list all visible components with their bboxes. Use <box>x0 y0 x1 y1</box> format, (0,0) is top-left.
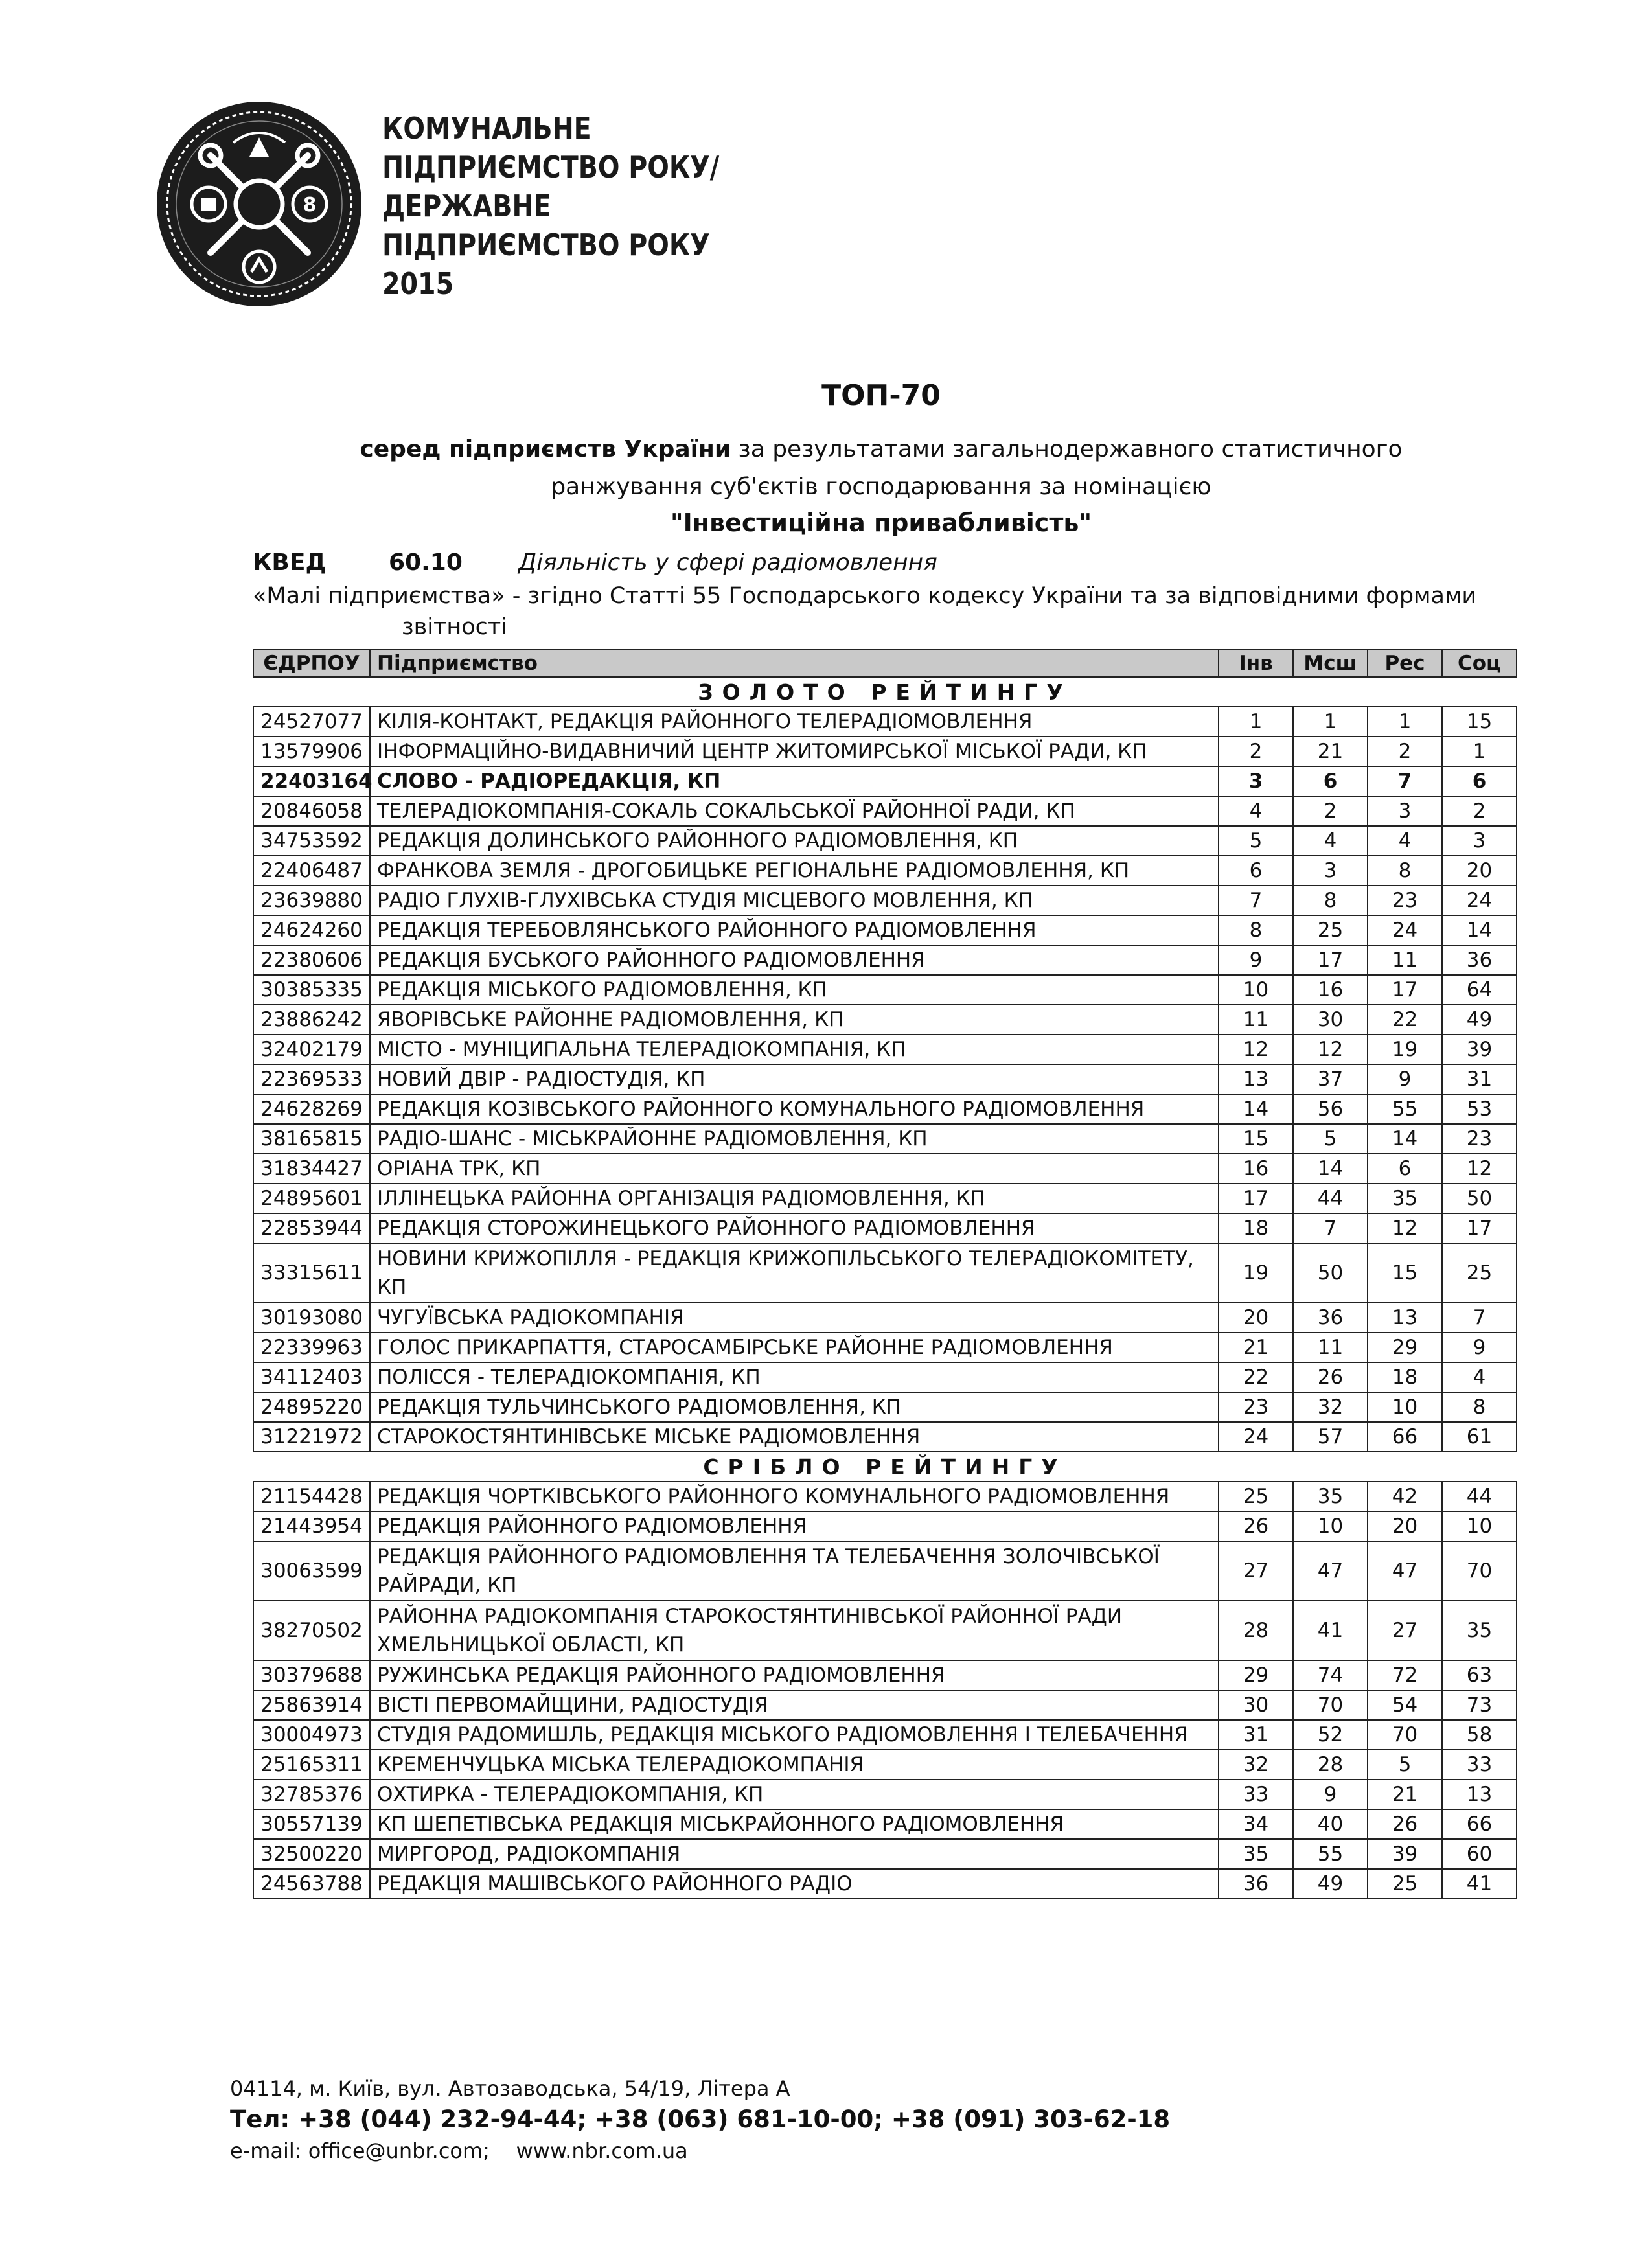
rank-res-cell: 70 <box>1368 1720 1442 1750</box>
rank-res-cell: 23 <box>1368 886 1442 915</box>
small-enterprises-note-cont: звітності <box>402 614 508 640</box>
rank-msh-cell: 40 <box>1293 1809 1368 1839</box>
column-header-name: Підприємство <box>370 650 1219 677</box>
enterprise-name-cell: ЯВОРІВСЬКЕ РАЙОННЕ РАДІОМОВЛЕННЯ, КП <box>370 1005 1219 1035</box>
rank-msh-cell: 1 <box>1293 707 1368 737</box>
rank-res-cell: 47 <box>1368 1541 1442 1601</box>
footer-email[interactable]: e-mail: office@unbr.com; <box>230 2138 490 2163</box>
enterprise-name-cell: СЛОВО - РАДІОРЕДАКЦІЯ, КП <box>370 766 1219 796</box>
rank-inv-cell: 3 <box>1219 766 1293 796</box>
rank-res-cell: 19 <box>1368 1035 1442 1064</box>
table-row <box>253 1392 1517 1422</box>
enterprise-code-cell: 24628269 <box>253 1094 370 1124</box>
rank-inv-cell: 1 <box>1219 707 1293 737</box>
rank-res-cell: 24 <box>1368 915 1442 945</box>
rank-soc-cell: 20 <box>1442 856 1517 886</box>
small-enterprises-note: «Малі підприємства» - згідно Статті 55 Господарського кодексу України та за відповідними формами <box>253 583 1477 609</box>
rank-res-cell: 55 <box>1368 1094 1442 1124</box>
rank-soc-cell: 10 <box>1442 1511 1517 1541</box>
rank-inv-cell: 31 <box>1219 1720 1293 1750</box>
rank-soc-cell: 66 <box>1442 1809 1517 1839</box>
rank-res-cell: 25 <box>1368 1869 1442 1899</box>
rank-res-cell: 17 <box>1368 975 1442 1005</box>
column-header-soc: Соц <box>1442 650 1517 677</box>
rank-soc-cell: 8 <box>1442 1392 1517 1422</box>
rank-msh-cell: 28 <box>1293 1750 1368 1780</box>
rank-soc-cell: 44 <box>1442 1482 1517 1511</box>
enterprise-code-cell: 24624260 <box>253 915 370 945</box>
enterprise-name-cell: РЕДАКЦІЯ ЧОРТКІВСЬКОГО РАЙОННОГО КОМУНАЛЬНОГО РАДІОМОВЛЕННЯ <box>370 1482 1219 1511</box>
enterprise-name-cell: НОВИНИ КРИЖОПІЛЛЯ - РЕДАКЦІЯ КРИЖОПІЛЬСЬКОГО ТЕЛЕРАДІОКОМІТЕТУ, КП <box>370 1243 1219 1303</box>
rank-msh-cell: 49 <box>1293 1869 1368 1899</box>
table-row <box>253 886 1517 915</box>
rank-inv-cell: 7 <box>1219 886 1293 915</box>
enterprise-name-cell: ОРІАНА ТРК, КП <box>370 1154 1219 1184</box>
award-title-line: ПІДПРИЄМСТВО РОКУ/ <box>382 150 720 185</box>
rank-res-cell: 35 <box>1368 1184 1442 1213</box>
enterprise-code-cell: 34753592 <box>253 826 370 856</box>
rank-msh-cell: 12 <box>1293 1035 1368 1064</box>
rank-msh-cell: 7 <box>1293 1213 1368 1243</box>
rank-res-cell: 14 <box>1368 1124 1442 1154</box>
rank-inv-cell: 28 <box>1219 1601 1293 1660</box>
rank-res-cell: 21 <box>1368 1780 1442 1809</box>
rank-msh-cell: 10 <box>1293 1511 1368 1541</box>
rank-soc-cell: 13 <box>1442 1780 1517 1809</box>
enterprise-code-cell: 13579906 <box>253 737 370 766</box>
enterprise-name-cell: ТЕЛЕРАДІОКОМПАНІЯ-СОКАЛЬ СОКАЛЬСЬКОЇ РАЙОННОЇ РАДИ, КП <box>370 796 1219 826</box>
kved-line <box>253 549 937 576</box>
kved-code: 60.10 <box>389 549 463 576</box>
enterprise-code-cell: 22406487 <box>253 856 370 886</box>
rank-res-cell: 11 <box>1368 945 1442 975</box>
table-row <box>253 796 1517 826</box>
table-row <box>253 1243 1517 1303</box>
enterprise-code-cell: 31221972 <box>253 1422 370 1452</box>
table-row <box>253 766 1517 796</box>
rank-inv-cell: 24 <box>1219 1422 1293 1452</box>
rank-inv-cell: 35 <box>1219 1839 1293 1869</box>
rank-soc-cell: 36 <box>1442 945 1517 975</box>
rank-soc-cell: 35 <box>1442 1601 1517 1660</box>
rank-soc-cell: 31 <box>1442 1064 1517 1094</box>
enterprise-code-cell: 22403164 <box>253 766 370 796</box>
footer-address: 04114, м. Київ, вул. Автозаводська, 54/19, Літера А <box>230 2076 790 2101</box>
rank-res-cell: 6 <box>1368 1154 1442 1184</box>
rank-res-cell: 27 <box>1368 1601 1442 1660</box>
enterprise-name-cell: МІСТО - МУНІЦИПАЛЬНА ТЕЛЕРАДІОКОМПАНІЯ, КП <box>370 1035 1219 1064</box>
table-row <box>253 1690 1517 1720</box>
enterprise-name-cell: ВІСТІ ПЕРВОМАЙЩИНИ, РАДІОСТУДІЯ <box>370 1690 1219 1720</box>
enterprise-name-cell: РАЙОННА РАДІОКОМПАНІЯ СТАРОКОСТЯНТИНІВСЬКОЇ РАЙОННОЇ РАДИ ХМЕЛЬНИЦЬКОЇ ОБЛАСТІ, КП <box>370 1601 1219 1660</box>
table-row <box>253 1124 1517 1154</box>
enterprise-code-cell: 32402179 <box>253 1035 370 1064</box>
rank-res-cell: 5 <box>1368 1750 1442 1780</box>
subtitle-bold: серед підприємств України <box>360 436 731 463</box>
enterprise-name-cell: РЕДАКЦІЯ КОЗІВСЬКОГО РАЙОННОГО КОМУНАЛЬНОГО РАДІОМОВЛЕННЯ <box>370 1094 1219 1124</box>
enterprise-code-cell: 22369533 <box>253 1064 370 1094</box>
enterprise-name-cell: ПОЛІССЯ - ТЕЛЕРАДІОКОМПАНІЯ, КП <box>370 1362 1219 1392</box>
table-row <box>253 1035 1517 1064</box>
gold-section-header-label: ЗОЛОТО РЕЙТИНГУ <box>253 677 1517 707</box>
rank-soc-cell: 49 <box>1442 1005 1517 1035</box>
rank-res-cell: 1 <box>1368 707 1442 737</box>
rank-msh-cell: 2 <box>1293 796 1368 826</box>
rank-soc-cell: 58 <box>1442 1720 1517 1750</box>
enterprise-name-cell: ІНФОРМАЦІЙНО-ВИДАВНИЧИЙ ЦЕНТР ЖИТОМИРСЬКОЇ МІСЬКОЇ РАДИ, КП <box>370 737 1219 766</box>
enterprise-code-cell: 30193080 <box>253 1303 370 1333</box>
enterprise-code-cell: 30004973 <box>253 1720 370 1750</box>
table-row <box>253 1750 1517 1780</box>
enterprise-code-cell: 30379688 <box>253 1660 370 1690</box>
rank-inv-cell: 14 <box>1219 1094 1293 1124</box>
award-title-line: ДЕРЖАВНЕ <box>382 189 551 223</box>
enterprise-code-cell: 31834427 <box>253 1154 370 1184</box>
rank-msh-cell: 21 <box>1293 737 1368 766</box>
enterprise-code-cell: 21154428 <box>253 1482 370 1511</box>
rank-res-cell: 18 <box>1368 1362 1442 1392</box>
enterprise-code-cell: 25863914 <box>253 1690 370 1720</box>
rank-msh-cell: 25 <box>1293 915 1368 945</box>
column-header-inv: Інв <box>1219 650 1293 677</box>
rank-soc-cell: 23 <box>1442 1124 1517 1154</box>
footer-web <box>230 2135 1170 2166</box>
rank-inv-cell: 26 <box>1219 1511 1293 1541</box>
table-row <box>253 707 1517 737</box>
rank-msh-cell: 14 <box>1293 1154 1368 1184</box>
rank-soc-cell: 50 <box>1442 1184 1517 1213</box>
rank-inv-cell: 29 <box>1219 1660 1293 1690</box>
rank-res-cell: 54 <box>1368 1690 1442 1720</box>
table-row <box>253 1422 1517 1452</box>
enterprise-name-cell: ІЛЛІНЕЦЬКА РАЙОННА ОРГАНІЗАЦІЯ РАДІОМОВЛЕННЯ, КП <box>370 1184 1219 1213</box>
rank-res-cell: 7 <box>1368 766 1442 796</box>
rank-inv-cell: 25 <box>1219 1482 1293 1511</box>
rank-inv-cell: 4 <box>1219 796 1293 826</box>
rank-res-cell: 15 <box>1368 1243 1442 1303</box>
rank-soc-cell: 70 <box>1442 1541 1517 1601</box>
table-row <box>253 1154 1517 1184</box>
enterprise-code-cell: 22339963 <box>253 1333 370 1362</box>
page-title: ТОП-70 <box>821 379 941 412</box>
table-row <box>253 826 1517 856</box>
rank-msh-cell: 30 <box>1293 1005 1368 1035</box>
rank-msh-cell: 26 <box>1293 1362 1368 1392</box>
rank-inv-cell: 8 <box>1219 915 1293 945</box>
rank-soc-cell: 12 <box>1442 1154 1517 1184</box>
rank-msh-cell: 11 <box>1293 1333 1368 1362</box>
enterprise-name-cell: РЕДАКЦІЯ ТЕРЕБОВЛЯНСЬКОГО РАЙОННОГО РАДІОМОВЛЕННЯ <box>370 915 1219 945</box>
rank-inv-cell: 21 <box>1219 1333 1293 1362</box>
rank-soc-cell: 9 <box>1442 1333 1517 1362</box>
table-row <box>253 1601 1517 1660</box>
rank-soc-cell: 17 <box>1442 1213 1517 1243</box>
rank-soc-cell: 4 <box>1442 1362 1517 1392</box>
rank-inv-cell: 13 <box>1219 1064 1293 1094</box>
enterprise-name-cell: КІЛІЯ-КОНТАКТ, РЕДАКЦІЯ РАЙОННОГО ТЕЛЕРАДІОМОВЛЕННЯ <box>370 707 1219 737</box>
rank-inv-cell: 5 <box>1219 826 1293 856</box>
rank-msh-cell: 74 <box>1293 1660 1368 1690</box>
column-header-msh: Мсш <box>1293 650 1368 677</box>
table-row <box>253 1809 1517 1839</box>
rank-inv-cell: 23 <box>1219 1392 1293 1422</box>
table-row <box>253 1094 1517 1124</box>
rank-res-cell: 39 <box>1368 1839 1442 1869</box>
rank-inv-cell: 22 <box>1219 1362 1293 1392</box>
enterprise-code-cell: 38165815 <box>253 1124 370 1154</box>
rank-msh-cell: 36 <box>1293 1303 1368 1333</box>
rank-msh-cell: 70 <box>1293 1690 1368 1720</box>
rank-inv-cell: 15 <box>1219 1124 1293 1154</box>
rank-msh-cell: 3 <box>1293 856 1368 886</box>
enterprise-name-cell: СТУДІЯ РАДОМИШЛЬ, РЕДАКЦІЯ МІСЬКОГО РАДІОМОВЛЕННЯ І ТЕЛЕБАЧЕННЯ <box>370 1720 1219 1750</box>
rank-res-cell: 8 <box>1368 856 1442 886</box>
rank-res-cell: 66 <box>1368 1422 1442 1452</box>
rank-inv-cell: 36 <box>1219 1869 1293 1899</box>
gold-section-header <box>253 677 1517 707</box>
enterprise-name-cell: РАДІО ГЛУХІВ-ГЛУХІВСЬКА СТУДІЯ МІСЦЕВОГО МОВЛЕННЯ, КП <box>370 886 1219 915</box>
enterprise-name-cell: РЕДАКЦІЯ МІСЬКОГО РАДІОМОВЛЕННЯ, КП <box>370 975 1219 1005</box>
enterprise-name-cell: РЕДАКЦІЯ РАЙОННОГО РАДІОМОВЛЕННЯ <box>370 1511 1219 1541</box>
rank-res-cell: 20 <box>1368 1511 1442 1541</box>
rank-inv-cell: 2 <box>1219 737 1293 766</box>
rank-soc-cell: 33 <box>1442 1750 1517 1780</box>
enterprise-code-cell: 24563788 <box>253 1869 370 1899</box>
rank-msh-cell: 37 <box>1293 1064 1368 1094</box>
award-emblem-icon <box>155 97 363 311</box>
enterprise-code-cell: 23886242 <box>253 1005 370 1035</box>
rank-inv-cell: 11 <box>1219 1005 1293 1035</box>
rank-inv-cell: 19 <box>1219 1243 1293 1303</box>
subtitle-line-2: ранжування суб'єктів господарювання за номінацією <box>551 474 1211 500</box>
column-header-code: ЄДРПОУ <box>253 650 370 677</box>
rank-inv-cell: 18 <box>1219 1213 1293 1243</box>
rank-soc-cell: 64 <box>1442 975 1517 1005</box>
rank-res-cell: 3 <box>1368 796 1442 826</box>
table-row <box>253 1184 1517 1213</box>
rank-msh-cell: 17 <box>1293 945 1368 975</box>
enterprise-name-cell: РЕДАКЦІЯ ДОЛИНСЬКОГО РАЙОННОГО РАДІОМОВЛЕННЯ, КП <box>370 826 1219 856</box>
table-row <box>253 1482 1517 1511</box>
rank-soc-cell: 15 <box>1442 707 1517 737</box>
silver-section-header-label: СРІБЛО РЕЙТИНГУ <box>253 1452 1517 1482</box>
award-year: 2015 <box>382 266 454 301</box>
enterprise-name-cell: ГОЛОС ПРИКАРПАТТЯ, СТАРОСАМБІРСЬКЕ РАЙОННЕ РАДІОМОВЛЕННЯ <box>370 1333 1219 1362</box>
table-row <box>253 1005 1517 1035</box>
enterprise-code-cell: 30063599 <box>253 1541 370 1601</box>
table-row <box>253 1362 1517 1392</box>
rank-msh-cell: 8 <box>1293 886 1368 915</box>
enterprise-code-cell: 22853944 <box>253 1213 370 1243</box>
rank-res-cell: 12 <box>1368 1213 1442 1243</box>
table-row <box>253 1780 1517 1809</box>
award-logo <box>155 97 363 311</box>
enterprise-name-cell: РЕДАКЦІЯ СТОРОЖИНЕЦЬКОГО РАЙОННОГО РАДІОМОВЛЕННЯ <box>370 1213 1219 1243</box>
enterprise-code-cell: 32785376 <box>253 1780 370 1809</box>
column-header-res: Рес <box>1368 650 1442 677</box>
rank-inv-cell: 20 <box>1219 1303 1293 1333</box>
nomination-title: "Інвестиційна привабливість" <box>670 509 1092 537</box>
table-row <box>253 1064 1517 1094</box>
rank-soc-cell: 73 <box>1442 1690 1517 1720</box>
rank-soc-cell: 14 <box>1442 915 1517 945</box>
page-subtitle <box>272 431 1490 506</box>
enterprise-code-cell: 30557139 <box>253 1809 370 1839</box>
award-title-line: ПІДПРИЄМСТВО РОКУ <box>382 227 710 262</box>
enterprise-code-cell: 34112403 <box>253 1362 370 1392</box>
enterprise-name-cell: ЧУГУЇВСЬКА РАДІОКОМПАНІЯ <box>370 1303 1219 1333</box>
rank-msh-cell: 35 <box>1293 1482 1368 1511</box>
rank-inv-cell: 17 <box>1219 1184 1293 1213</box>
rank-msh-cell: 50 <box>1293 1243 1368 1303</box>
rank-soc-cell: 60 <box>1442 1839 1517 1869</box>
rank-inv-cell: 32 <box>1219 1750 1293 1780</box>
rank-msh-cell: 57 <box>1293 1422 1368 1452</box>
rank-msh-cell: 47 <box>1293 1541 1368 1601</box>
enterprise-code-cell: 21443954 <box>253 1511 370 1541</box>
enterprise-name-cell: РЕДАКЦІЯ РАЙОННОГО РАДІОМОВЛЕННЯ ТА ТЕЛЕБАЧЕННЯ ЗОЛОЧІВСЬКОЇ РАЙРАДИ, КП <box>370 1541 1219 1601</box>
rank-soc-cell: 7 <box>1442 1303 1517 1333</box>
enterprise-code-cell: 20846058 <box>253 796 370 826</box>
table-row <box>253 1303 1517 1333</box>
rank-inv-cell: 12 <box>1219 1035 1293 1064</box>
rank-res-cell: 13 <box>1368 1303 1442 1333</box>
rank-res-cell: 72 <box>1368 1660 1442 1690</box>
rank-res-cell: 4 <box>1368 826 1442 856</box>
enterprise-code-cell: 38270502 <box>253 1601 370 1660</box>
rank-inv-cell: 27 <box>1219 1541 1293 1601</box>
rank-soc-cell: 3 <box>1442 826 1517 856</box>
rank-soc-cell: 41 <box>1442 1869 1517 1899</box>
rank-msh-cell: 9 <box>1293 1780 1368 1809</box>
enterprise-name-cell: ОХТИРКА - ТЕЛЕРАДІОКОМПАНІЯ, КП <box>370 1780 1219 1809</box>
rank-msh-cell: 16 <box>1293 975 1368 1005</box>
table-row <box>253 915 1517 945</box>
rank-msh-cell: 56 <box>1293 1094 1368 1124</box>
table-row <box>253 1213 1517 1243</box>
rank-soc-cell: 25 <box>1442 1243 1517 1303</box>
table-row <box>253 1333 1517 1362</box>
enterprise-code-cell: 32500220 <box>253 1839 370 1869</box>
enterprise-name-cell: НОВИЙ ДВІР - РАДІОСТУДІЯ, КП <box>370 1064 1219 1094</box>
enterprise-code-cell: 24895220 <box>253 1392 370 1422</box>
rank-msh-cell: 52 <box>1293 1720 1368 1750</box>
table-header-row <box>253 650 1517 677</box>
enterprise-code-cell: 30385335 <box>253 975 370 1005</box>
enterprise-name-cell: ФРАНКОВА ЗЕМЛЯ - ДРОГОБИЦЬКЕ РЕГІОНАЛЬНЕ РАДІОМОВЛЕННЯ, КП <box>370 856 1219 886</box>
table-row <box>253 975 1517 1005</box>
enterprise-code-cell: 33315611 <box>253 1243 370 1303</box>
rank-res-cell: 2 <box>1368 737 1442 766</box>
enterprise-name-cell: РУЖИНСЬКА РЕДАКЦІЯ РАЙОННОГО РАДІОМОВЛЕННЯ <box>370 1660 1219 1690</box>
rank-msh-cell: 4 <box>1293 826 1368 856</box>
rank-inv-cell: 16 <box>1219 1154 1293 1184</box>
table-row <box>253 1839 1517 1869</box>
enterprise-name-cell: РЕДАКЦІЯ ТУЛЬЧИНСЬКОГО РАДІОМОВЛЕННЯ, КП <box>370 1392 1219 1422</box>
table-row <box>253 1720 1517 1750</box>
rank-msh-cell: 6 <box>1293 766 1368 796</box>
svg-text:8: 8 <box>303 194 317 216</box>
rank-res-cell: 22 <box>1368 1005 1442 1035</box>
rank-msh-cell: 55 <box>1293 1839 1368 1869</box>
silver-section-header <box>253 1452 1517 1482</box>
rank-msh-cell: 44 <box>1293 1184 1368 1213</box>
footer-phones: Тел: +38 (044) 232-94-44; +38 (063) 681-10-00; +38 (091) 303-62-18 <box>230 2105 1171 2133</box>
table-row <box>253 856 1517 886</box>
enterprise-name-cell: СТАРОКОСТЯНТИНІВСЬКЕ МІСЬКЕ РАДІОМОВЛЕННЯ <box>370 1422 1219 1452</box>
rank-res-cell: 29 <box>1368 1333 1442 1362</box>
table-row <box>253 945 1517 975</box>
footer-contacts <box>230 2073 1170 2166</box>
rank-soc-cell: 24 <box>1442 886 1517 915</box>
rank-soc-cell: 63 <box>1442 1660 1517 1690</box>
enterprise-name-cell: МИРГОРОД, РАДІОКОМПАНІЯ <box>370 1839 1219 1869</box>
table-row <box>253 1869 1517 1899</box>
footer-website[interactable]: www.nbr.com.ua <box>516 2138 688 2163</box>
award-title-line: КОМУНАЛЬНЕ <box>382 111 591 146</box>
rank-msh-cell: 41 <box>1293 1601 1368 1660</box>
rank-msh-cell: 5 <box>1293 1124 1368 1154</box>
rank-inv-cell: 30 <box>1219 1690 1293 1720</box>
rank-msh-cell: 32 <box>1293 1392 1368 1422</box>
rank-soc-cell: 2 <box>1442 796 1517 826</box>
rank-res-cell: 26 <box>1368 1809 1442 1839</box>
rank-inv-cell: 9 <box>1219 945 1293 975</box>
enterprise-name-cell: КРЕМЕНЧУЦЬКА МІСЬКА ТЕЛЕРАДІОКОМПАНІЯ <box>370 1750 1219 1780</box>
enterprise-name-cell: РАДІО-ШАНС - МІСЬКРАЙОННЕ РАДІОМОВЛЕННЯ, КП <box>370 1124 1219 1154</box>
rank-inv-cell: 34 <box>1219 1809 1293 1839</box>
subtitle-rest: за результатами загальнодержавного статистичного <box>731 436 1403 463</box>
rank-res-cell: 42 <box>1368 1482 1442 1511</box>
enterprise-name-cell: РЕДАКЦІЯ МАШІВСЬКОГО РАЙОННОГО РАДІО <box>370 1869 1219 1899</box>
award-title <box>382 109 719 303</box>
enterprise-code-cell: 22380606 <box>253 945 370 975</box>
rank-soc-cell: 39 <box>1442 1035 1517 1064</box>
rank-soc-cell: 53 <box>1442 1094 1517 1124</box>
kved-label: КВЕД <box>253 549 327 576</box>
enterprise-name-cell: РЕДАКЦІЯ БУСЬКОГО РАЙОННОГО РАДІОМОВЛЕННЯ <box>370 945 1219 975</box>
rank-soc-cell: 6 <box>1442 766 1517 796</box>
rank-soc-cell: 1 <box>1442 737 1517 766</box>
rank-inv-cell: 10 <box>1219 975 1293 1005</box>
ranking-table <box>253 649 1517 1899</box>
enterprise-code-cell: 24895601 <box>253 1184 370 1213</box>
enterprise-code-cell: 24527077 <box>253 707 370 737</box>
table-row <box>253 1660 1517 1690</box>
kved-activity: Діяльність у сфері радіомовлення <box>518 549 937 576</box>
table-row <box>253 737 1517 766</box>
enterprise-name-cell: КП ШЕПЕТІВСЬКА РЕДАКЦІЯ МІСЬКРАЙОННОГО РАДІОМОВЛЕННЯ <box>370 1809 1219 1839</box>
enterprise-code-cell: 23639880 <box>253 886 370 915</box>
rank-inv-cell: 33 <box>1219 1780 1293 1809</box>
enterprise-code-cell: 25165311 <box>253 1750 370 1780</box>
rank-res-cell: 9 <box>1368 1064 1442 1094</box>
rank-res-cell: 10 <box>1368 1392 1442 1422</box>
rank-soc-cell: 61 <box>1442 1422 1517 1452</box>
table-row <box>253 1511 1517 1541</box>
rank-inv-cell: 6 <box>1219 856 1293 886</box>
table-row <box>253 1541 1517 1601</box>
